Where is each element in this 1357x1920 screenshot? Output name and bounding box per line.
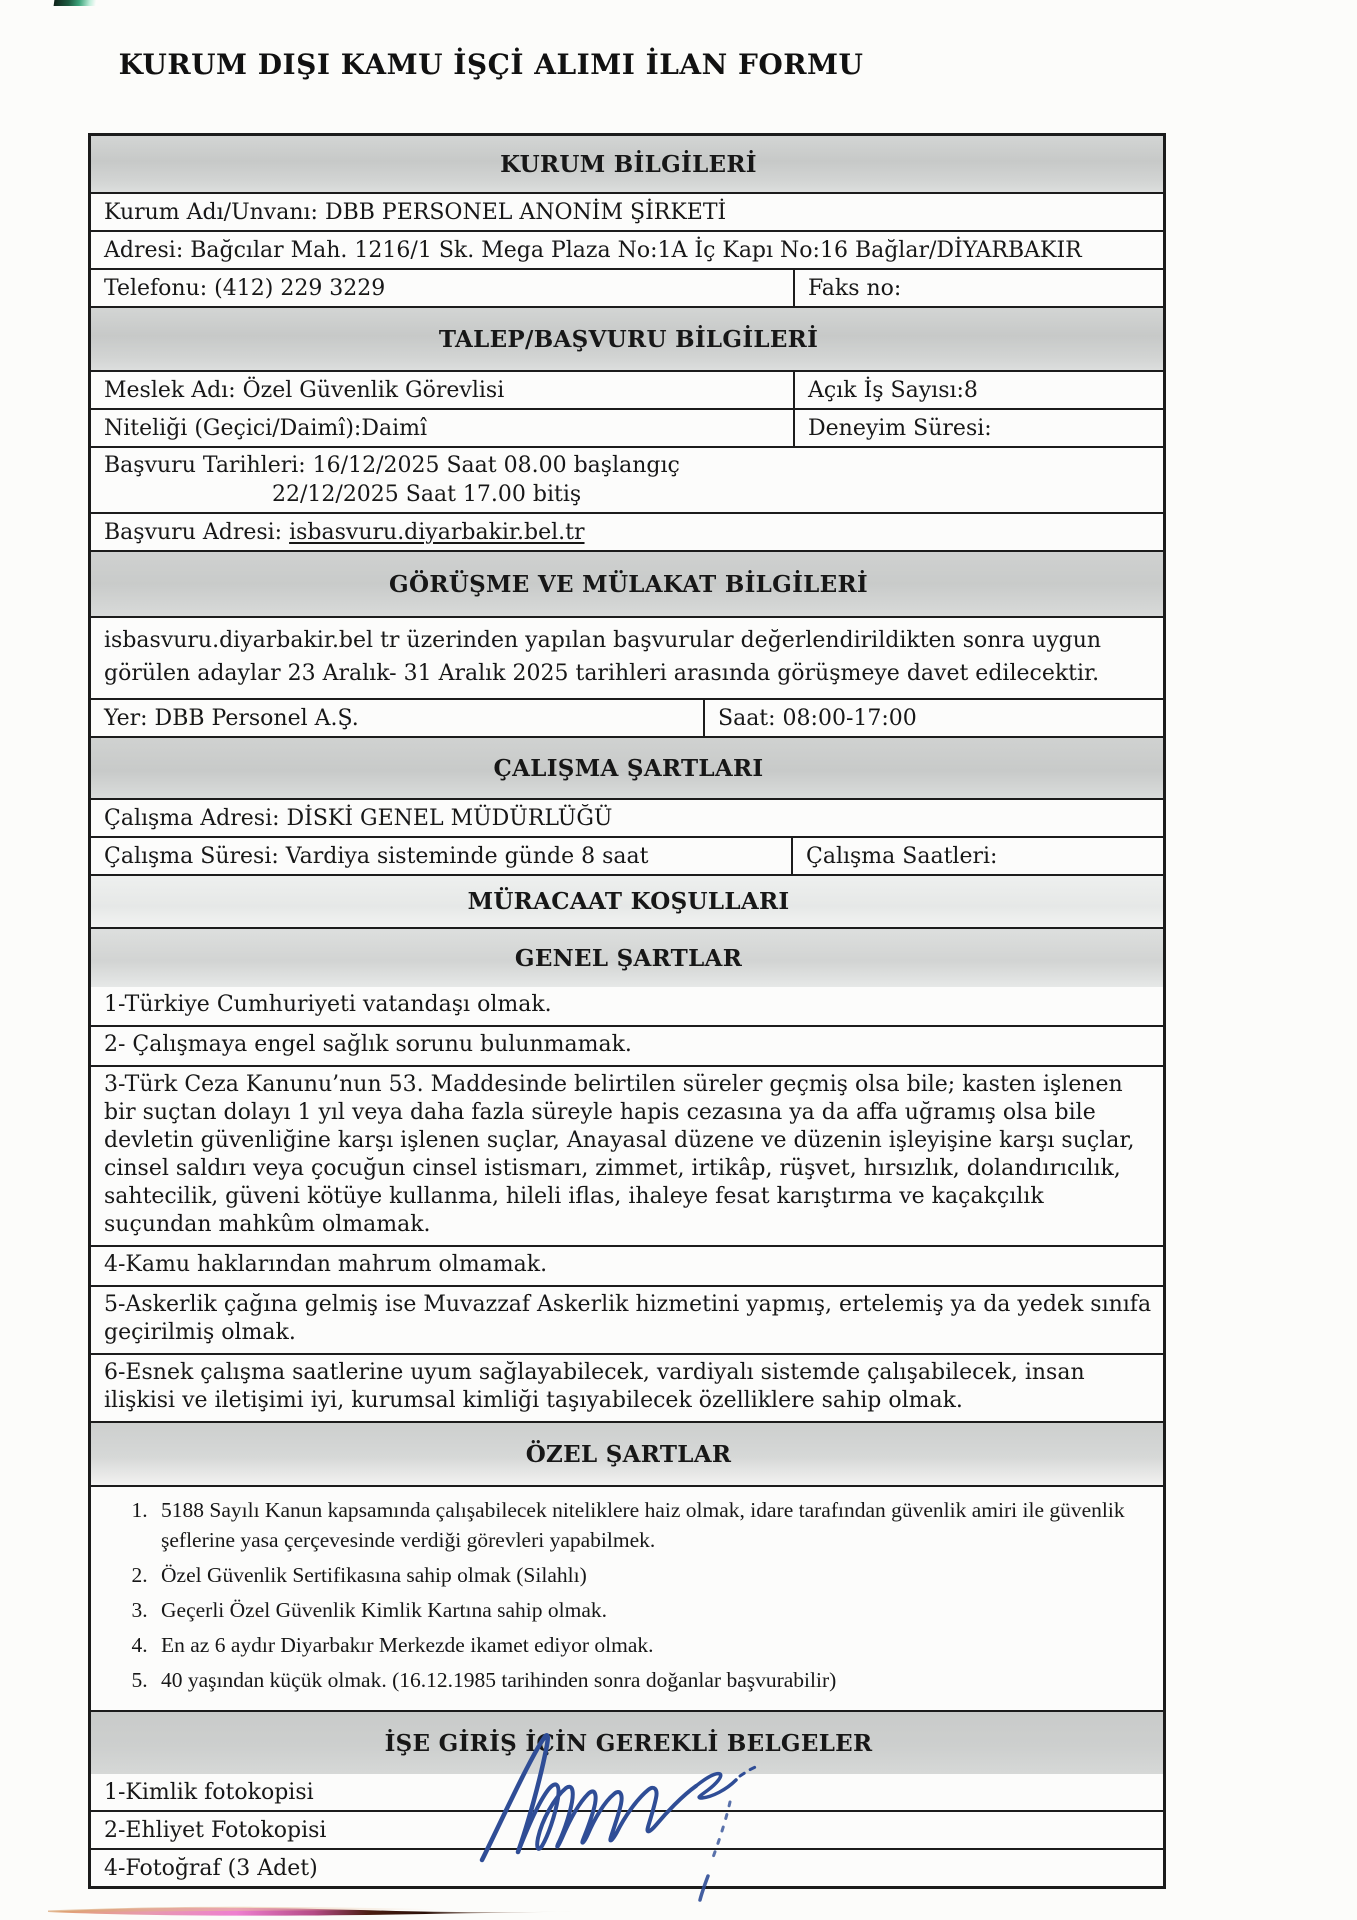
ozel-sart-item: 2. Özel Güvenlik Sertifikasına sahip olmak (Silahlı)	[153, 1560, 1149, 1590]
ozel-sart-item: 3. Geçerli Özel Güvenlik Kimlik Kartına sahip olmak.	[153, 1595, 1149, 1625]
gorusme-aciklama: isbasvuru.diyarbakir.bel tr üzerinden yapılan başvurular değerlendirildikten sonra uygun görülen adaylar 23 Aralık- 31 Aralık 2025 tarihleri arasında görüşmeye davet edilecektir.	[104, 628, 1102, 686]
field-meslek-adi: Meslek Adı: Özel Güvenlik Görevlisi	[91, 372, 795, 408]
ozel-sart-item: 5. 40 yaşından küçük olmak. (16.12.1985 tarihinden sonra doğanlar başvurabilir)	[153, 1665, 1149, 1695]
field-basvuru-tarihleri	[91, 448, 1163, 512]
belge-item: 1-Kimlik fotokopisi	[104, 1779, 314, 1805]
handwritten-signature	[468, 1728, 828, 1913]
basvuru-adresi-link[interactable]: isbasvuru.diyarbakir.bel.tr	[289, 519, 585, 545]
belge-item: 4-Fotoğraf (3 Adet)	[104, 1855, 318, 1881]
field-gorusme-yer: Yer: DBB Personel A.Ş.	[91, 700, 705, 736]
genel-sart-item: 6-Esnek çalışma saatlerine uyum sağlayabilecek, vardiyalı sistemde çalışabilecek, insan ilişkisi ve iletişimi iyi, kurumsal kimliği taşıyabilecek özelliklere sahip olmak.	[104, 1360, 1085, 1413]
genel-sart-item: 4-Kamu haklarından mahrum olmamak.	[104, 1252, 548, 1277]
field-acik-is-sayisi: Açık İş Sayısı:8	[808, 377, 978, 403]
belge-item: 2-Ehliyet Fotokopisi	[104, 1817, 327, 1843]
field-calisma-suresi: Çalışma Süresi: Vardiya sisteminde günde 8 saat	[91, 838, 793, 874]
field-calisma-adresi: Çalışma Adresi: DİSKİ GENEL MÜDÜRLÜĞÜ	[104, 805, 613, 831]
section-header-gorusme-mulakat: GÖRÜŞME VE MÜLAKAT BİLGİLERİ	[91, 552, 1163, 616]
field-faks-no: Faks no:	[808, 275, 902, 301]
basvuru-tarihi-bitis: 22/12/2025 Saat 17.00 bitiş	[272, 482, 582, 507]
ozel-sart-item: 4. En az 6 aydır Diyarbakır Merkezde ikamet ediyor olmak.	[153, 1630, 1149, 1660]
section-header-kurum-bilgileri: KURUM BİLGİLERİ	[91, 136, 1163, 192]
field-basvuru-adresi	[91, 514, 1163, 550]
field-deneyim-suresi: Deneyim Süresi:	[808, 415, 992, 441]
genel-sart-item: 5-Askerlik çağına gelmiş ise Muvazzaf Askerlik hizmetini yapmış, ertelemiş ya da yedek sınıfa geçirilmiş olmak.	[104, 1292, 1152, 1345]
ozel-sartlar-cell	[91, 1487, 1163, 1710]
genel-sart-item: 2- Çalışmaya engel sağlık sorunu bulunmamak.	[104, 1032, 632, 1057]
field-gorusme-saat: Saat: 08:00-17:00	[718, 705, 917, 731]
form-table	[88, 133, 1166, 1889]
form-title: KURUM DIŞI KAMU İŞÇİ ALIMI İLAN FORMU	[118, 48, 864, 81]
basvuru-adresi-label: Başvuru Adresi:	[104, 519, 290, 545]
basvuru-tarihi-baslangic: Başvuru Tarihleri: 16/12/2025 Saat 08.00 başlangıç	[104, 453, 680, 478]
section-header-muracaat-kosullari: MÜRACAAT KOŞULLARI	[91, 876, 1163, 927]
genel-sartlar-rows	[91, 987, 1163, 1421]
ozel-sartlar-list	[109, 1495, 1149, 1700]
ozel-sart-item: 1. 5188 Sayılı Kanun kapsamında çalışabilecek niteliklere haiz olmak, idare tarafından güvenlik amiri ile güvenlik şeflerine yasa çerçevesinde verdiği görevleri yapabilmek.	[153, 1495, 1149, 1555]
field-adresi: Adresi: Bağcılar Mah. 1216/1 Sk. Mega Plaza No:1A İç Kapı No:16 Bağlar/DİYARBAKIR	[104, 237, 1082, 263]
section-header-calisma-sartlari: ÇALIŞMA ŞARTLARI	[91, 738, 1163, 798]
scan-artifact-top-left	[54, 0, 97, 6]
field-niteligi: Niteliği (Geçici/Daimî):Daimî	[91, 410, 795, 446]
field-kurum-adi: Kurum Adı/Unvanı: DBB PERSONEL ANONİM ŞİRKETİ	[104, 199, 727, 225]
field-calisma-saatleri: Çalışma Saatleri:	[806, 843, 998, 869]
section-header-genel-sartlar: GENEL ŞARTLAR	[91, 929, 1163, 987]
section-header-ozel-sartlar: ÖZEL ŞARTLAR	[91, 1423, 1163, 1485]
section-header-gerekli-belgeler: İŞE GİRİŞ İÇİN GEREKLİ BELGELER	[91, 1712, 1163, 1774]
field-telefonu: Telefonu: (412) 229 3229	[91, 270, 795, 306]
genel-sart-item: 1-Türkiye Cumhuriyeti vatandaşı olmak.	[104, 992, 552, 1017]
section-header-talep-basvuru: TALEP/BAŞVURU BİLGİLERİ	[91, 308, 1163, 370]
genel-sart-item: 3-Türk Ceza Kanunu’nun 53. Maddesinde belirtilen süreler geçmiş olsa bile; kasten işlenen bir suçtan dolayı 1 yıl veya daha fazla süreyle hapis cezasına ya da affa uğramış olsa bile devletin güvenliğine karşı işlenen suçlar, Anayasal düzene ve düzenin işleyişine karşı suçlar, cinsel saldırı veya çocuğun cinsel istismarı, zimmet, irtikâp, rüşvet, hırsızlık, dolandırıcılık, sahtecilik, güveni kötüye kullanma, hileli iflas, ihaleye fesat karıştırma ve kaçakçılık suçundan mahkûm olmamak.	[104, 1072, 1135, 1237]
